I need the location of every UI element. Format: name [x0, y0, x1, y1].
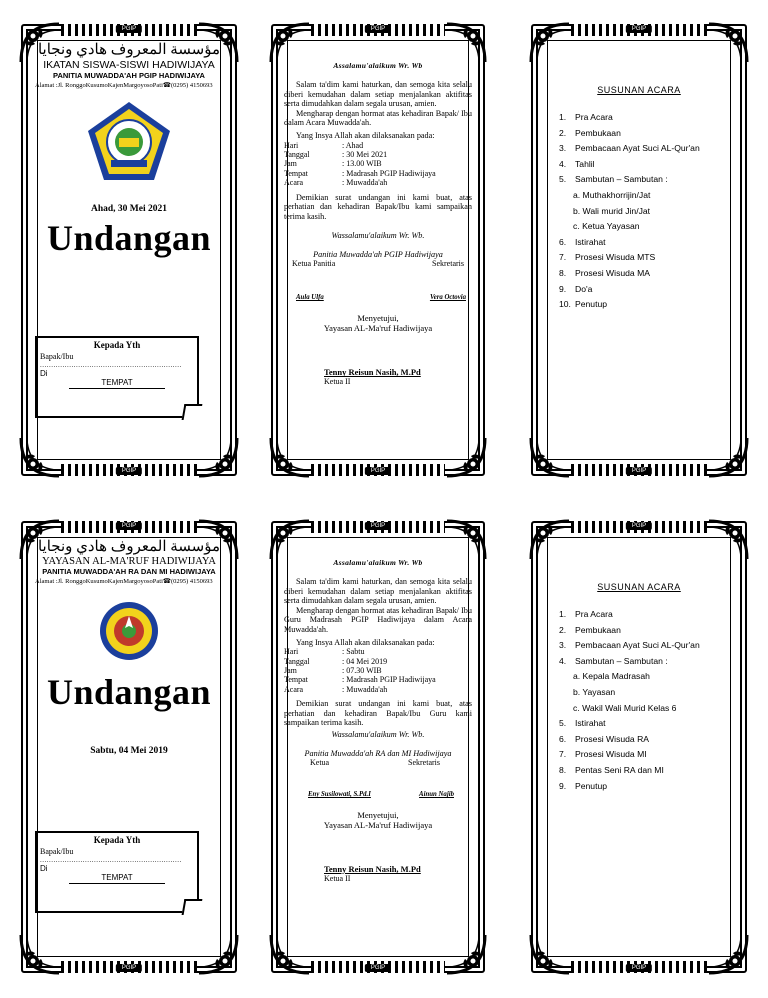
role-left: Ketua Panitia: [292, 259, 336, 269]
corner-ornament-icon: [707, 22, 749, 64]
detail-row: Acara : Muwadda'ah: [284, 684, 388, 694]
border-tab-top: PGIP: [626, 25, 652, 33]
invitation-title: Undangan: [46, 672, 212, 712]
agenda-panel-1: [531, 24, 747, 476]
foundation-logo-icon: [98, 600, 160, 662]
detail-row: Tempat : Madrasah PGIP Hadiwijaya: [284, 675, 436, 685]
corner-ornament-icon: [19, 22, 61, 64]
detail-row: Jam : 13.00 WIB: [284, 159, 382, 169]
agenda-item: 10. Penutup: [559, 299, 608, 310]
corner-ornament-icon: [445, 519, 487, 561]
border-tab-bottom: PGIP: [626, 467, 652, 475]
signer-left: Eny Susilowati, S.Pd.I: [308, 790, 371, 798]
agenda-item: 5. Sambutan – Sambutan :: [559, 174, 668, 185]
opening-paragraph: Salam ta'dim kami haturkan, dan semoga kita selalu diberi kemudahan dalam setiap menjalankan aktifitas serta dimudahkan dalam segala urusan, amien.: [284, 577, 472, 606]
corner-ornament-icon: [19, 519, 61, 561]
corner-ornament-icon: [529, 519, 571, 561]
signer-right: Ainun Najib: [419, 790, 454, 798]
signer-names: [284, 791, 472, 798]
committee-name: PANITIA MUWADDA'AH RA DAN MI HADIWIJAYA: [42, 567, 216, 576]
agenda-item: 8. Pentas Seni RA dan MI: [559, 764, 664, 775]
recipient-dotted-line: ...............................................................: [40, 856, 182, 864]
agenda-item: 9. Penutup: [559, 780, 608, 791]
arabic-foundation-name: مؤسسة المعروف هادي ونجايا: [37, 42, 221, 58]
border-tab-top: PGIP: [116, 522, 142, 530]
corner-ornament-icon: [197, 933, 239, 975]
closing-paragraph: Demikian surat undangan ini kami buat, atas perhatian dan kehadiran Bapak/Ibu Guru kami sampaikan terima kasih.: [284, 699, 472, 728]
agenda-item: 2. Pembukaan: [559, 624, 621, 635]
agenda-subitem: c. Wakil Wali Murid Kelas 6: [573, 702, 677, 713]
organization-name: IKATAN SISWA-SISWI HADIWIJAYA: [43, 59, 215, 71]
role-right: Sekretaris: [408, 757, 440, 767]
chief-name: Tenny Reisun Nasih, M.Pd: [324, 367, 421, 378]
agenda-item: 4. Tahlil: [559, 158, 595, 169]
request-paragraph: Mengharap dengan hormat atas kehadiran Bapak/ Ibu Guru Madrasah PGIP Hadiwijaya dalam Acara Muwadda'ah.: [284, 605, 472, 634]
role-right: Sekretaris: [432, 259, 464, 269]
approval-label: Menyetujui,: [357, 313, 399, 324]
agenda-subitem: c. Ketua Yayasan: [573, 221, 640, 232]
corner-ornament-icon: [269, 22, 311, 64]
corner-ornament-icon: [197, 519, 239, 561]
agenda-item: 9. Do'a: [559, 283, 593, 294]
schedule-intro: Yang Insya Allah akan dilaksanakan pada:: [296, 130, 435, 140]
corner-ornament-icon: [269, 933, 311, 975]
border-tab-bottom: PGIP: [116, 467, 142, 475]
recipient-di: Di: [40, 369, 48, 378]
border-tab-bottom: PGIP: [116, 964, 142, 972]
corner-ornament-icon: [269, 436, 311, 478]
recipient-di: Di: [40, 864, 48, 873]
detail-row: Hari : Sabtu: [284, 647, 365, 657]
signer-roles: [284, 259, 472, 268]
agenda-title: SUSUNAN ACARA: [597, 85, 681, 95]
recipient-dotted-line: ...............................................................: [40, 361, 182, 369]
closing-salam: Wassalamu'alaikum Wr. Wb.: [331, 231, 425, 241]
recipient-name: Bapak/Ibu: [40, 352, 74, 361]
border-tab-bottom: PGIP: [365, 467, 391, 475]
signer-roles: [284, 758, 472, 767]
agenda-item: 5. Istirahat: [559, 718, 606, 729]
corner-ornament-icon: [529, 436, 571, 478]
corner-ornament-icon: [529, 933, 571, 975]
corner-ornament-icon: [707, 933, 749, 975]
agenda-item: 6. Prosesi Wisuda RA: [559, 733, 650, 744]
corner-ornament-icon: [19, 436, 61, 478]
corner-ornament-icon: [197, 22, 239, 64]
arabic-foundation-name: مؤسسة المعروف هادي ونجايا: [37, 539, 221, 555]
border-tab-top: PGIP: [626, 522, 652, 530]
border-tab-top: PGIP: [116, 25, 142, 33]
detail-row: Jam : 07.30 WIB: [284, 665, 382, 675]
agenda-item: 7. Prosesi Wisuda MTS: [559, 252, 656, 263]
school-logo-icon: [86, 100, 172, 182]
agenda-subitem: a. Kepala Madrasah: [573, 671, 650, 682]
corner-ornament-icon: [19, 933, 61, 975]
address-line: Alamat :Jl. RonggoKusumoKajenMargoyosoPati☎(0295) 4150693: [35, 578, 213, 585]
agenda-item: 6. Istirahat: [559, 236, 606, 247]
agenda-panel-2: [531, 521, 747, 973]
recipient-box: [35, 336, 199, 418]
address-line: Alamat :Jl. RonggoKusumoKajenMargoyosoPati☎(0295) 4150693: [35, 82, 213, 89]
corner-ornament-icon: [707, 519, 749, 561]
recipient-place: TEMPAT: [101, 378, 133, 387]
detail-row: Hari : Ahad: [284, 140, 364, 150]
signer-left: Aula Ulfa: [296, 294, 324, 302]
letter-panel-1: [271, 24, 485, 476]
event-date: Sabtu, 04 Mei 2019: [90, 746, 168, 756]
event-details: [284, 647, 472, 694]
corner-ornament-icon: [445, 22, 487, 64]
corner-ornament-icon: [529, 22, 571, 64]
corner-ornament-icon: [707, 436, 749, 478]
agenda-item: 1. Pra Acara: [559, 112, 613, 122]
foundation-name: Yayasan AL-Ma'ruf Hadiwijaya: [323, 819, 433, 830]
cover-panel-1: [21, 24, 237, 476]
letter-panel-2: [271, 521, 485, 973]
detail-row: Tempat : Madrasah PGIP Hadiwijaya: [284, 168, 436, 178]
agenda-item: 3. Pembacaan Ayat Suci AL-Qur'an: [559, 143, 700, 154]
event-details: [284, 141, 472, 188]
invitation-title: Undangan: [46, 218, 212, 258]
foundation-name: Yayasan AL-Ma'ruf Hadiwijaya: [323, 323, 433, 334]
page-fold-icon: [182, 404, 203, 420]
place-underline: [69, 883, 165, 884]
recipient-box: [35, 831, 199, 913]
recipient-heading: Kepada Yth: [93, 340, 141, 350]
committee-signature-heading: Panitia Muwadda'ah PGIP Hadiwijaya: [313, 250, 443, 260]
agenda-item: 1. Pra Acara: [559, 609, 613, 619]
place-underline: [69, 388, 165, 389]
request-paragraph: Mengharap dengan hormat atas kehadiran Bapak/ Ibu dalam Acara Muwadda'ah.: [284, 108, 472, 128]
recipient-heading: Kepada Yth: [93, 835, 141, 845]
organization-name: YAYASAN AL-MA'RUF HADIWIJAYA: [42, 556, 216, 567]
page-fold-icon: [182, 899, 203, 915]
role-left: Ketua: [310, 757, 330, 767]
opening-paragraph: Salam ta'dim kami haturkan, dan semoga kita selalu diberi kemudahan dalam setiap menjalankan aktifitas serta dimudahkan dalam segala urusan, amien.: [284, 80, 472, 109]
agenda-subitem: b. Yayasan: [573, 686, 616, 697]
border-tab-bottom: PGIP: [365, 964, 391, 972]
detail-row: Tanggal : 04 Mei 2019: [284, 656, 388, 666]
border-tab-top: PGIP: [365, 25, 391, 33]
border-tab-top: PGIP: [365, 522, 391, 530]
closing-paragraph: Demikian surat undangan ini kami buat, atas perhatian dan kehadiran Bapak/Ibu kami sampaikan terima kasih.: [284, 192, 472, 221]
greeting: Assalamu'alaikum Wr. Wb: [333, 558, 423, 567]
agenda-item: 3. Pembacaan Ayat Suci AL-Qur'an: [559, 640, 700, 651]
recipient-name: Bapak/Ibu: [40, 847, 74, 856]
corner-ornament-icon: [445, 436, 487, 478]
chief-name: Tenny Reisun Nasih, M.Pd: [324, 863, 421, 874]
agenda-subitem: b. Wali murid Jin/Jat: [573, 205, 651, 216]
agenda-subitem: a. Muthakhorrijin/Jat: [573, 189, 651, 200]
signer-names: [284, 294, 472, 301]
agenda-title: SUSUNAN ACARA: [597, 582, 681, 592]
border-tab-bottom: PGIP: [626, 964, 652, 972]
schedule-intro: Yang Insya Allah akan dilaksanakan pada:: [296, 637, 435, 647]
event-date: Ahad, 30 Mei 2021: [91, 204, 167, 214]
committee-name: PANITIA MUWADDA'AH PGIP HADIWIJAYA: [53, 71, 205, 80]
agenda-item: 7. Prosesi Wisuda MI: [559, 749, 647, 760]
approval-label: Menyetujui,: [357, 809, 399, 820]
corner-ornament-icon: [197, 436, 239, 478]
agenda-list: [545, 607, 733, 794]
agenda-item: 4. Sambutan – Sambutan :: [559, 655, 668, 666]
agenda-list: [545, 110, 733, 313]
chief-role: Ketua II: [324, 873, 351, 883]
agenda-item: 2. Pembukaan: [559, 127, 621, 138]
closing-salam: Wassalamu'alaikum Wr. Wb.: [331, 729, 425, 739]
signer-right: Vera Octovia: [429, 294, 466, 302]
cover-panel-2: [21, 521, 237, 973]
committee-signature-heading: Panitia Muwadda'ah RA dan MI Hadiwijaya: [304, 748, 452, 758]
detail-row: Tanggal : 30 Mei 2021: [284, 149, 388, 159]
chief-role: Ketua II: [324, 377, 351, 387]
agenda-item: 8. Prosesi Wisuda MA: [559, 267, 650, 278]
corner-ornament-icon: [269, 519, 311, 561]
greeting: Assalamu'alaikum Wr. Wb: [333, 61, 423, 70]
corner-ornament-icon: [445, 933, 487, 975]
detail-row: Acara : Muwadda'ah: [284, 178, 388, 188]
recipient-place: TEMPAT: [101, 873, 133, 882]
